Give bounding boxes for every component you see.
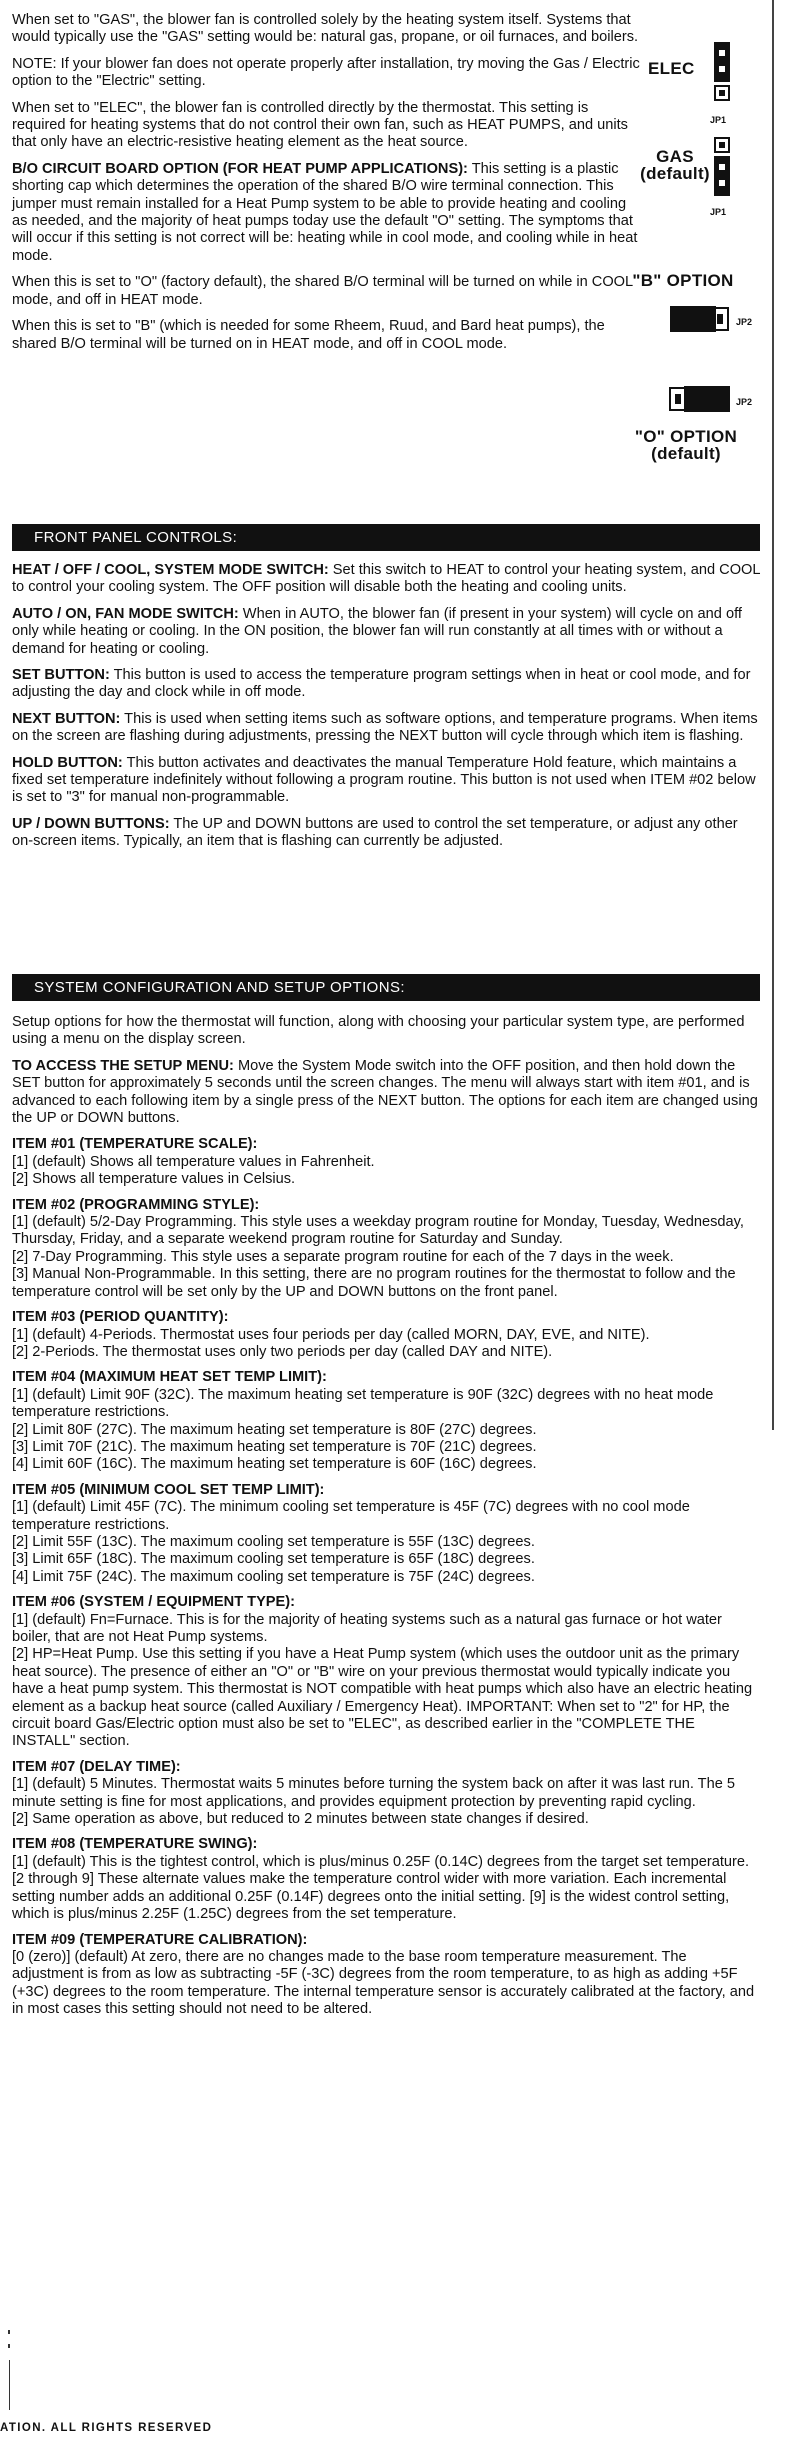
o-setting-paragraph: When this is set to "O" (factory default), the shared B/O terminal will be turned on while in COOL mode, and off in HEAT mode.	[12, 274, 633, 308]
gas-setting-paragraph: When set to "GAS", the blower fan is controlled solely by the heating system itself. Systems that would typically use the "GAS" setting would be: natural gas, propane, or oil furnaces, and boilers.	[12, 12, 639, 46]
setup-item-heading: ITEM #02 (PROGRAMMING STYLE):	[12, 1196, 260, 1213]
front-panel-item-head: UP / DOWN BUTTONS:	[12, 815, 170, 832]
front-panel-item-head: HOLD BUTTON:	[12, 754, 123, 771]
setup-item-option: [4] Limit 75F (24C). The maximum cooling set temperature is 75F (24C) degrees.	[12, 1568, 535, 1585]
bo-option-paragraph	[12, 161, 642, 265]
setup-intro: Setup options for how the thermostat will function, along with choosing your particular system type, are performed using a menu on the display screen.	[12, 1014, 745, 1048]
setup-item-option: [1] (default) 5/2-Day Programming. This style uses a weekday program routine for Monday, Tuesday, Wednesday, Thursday, Friday, and a separate weekend program routine for Saturday and Sunday.	[12, 1214, 744, 1248]
bo-option-body: This setting is a plastic shorting cap which determines the operation of the shared B/O wire terminal connection. This jumper must remain installed for a Heat Pump system to be able to provide heating and cooling as needed, and the majority of heat pumps today use the default "O" setting. The symptoms that will occur if this setting is not correct will be: heating while in cool mode, and cooling while in heat mode.	[12, 160, 638, 264]
setup-access-body: Move the System Mode switch into the OFF position, and then hold down the SET button for approximately 5 seconds until the screen changes. The menu will always start with item #01, and is advanced to each following item by a single press of the NEXT button. The options for each item are changed using the UP or DOWN buttons.	[12, 1057, 758, 1127]
setup-item-option: [1] (default) 5 Minutes. Thermostat waits 5 minutes before turning the system back on after it was last run. The 5 minute setting is fine for most applications, and provides equipment protection by preventing rapid cycling.	[12, 1776, 736, 1810]
setup-item-option: [2] HP=Heat Pump. Use this setting if you have a Heat Pump system (which uses the outdoor unit as the primary heat source). The presence of either an "O" or "B" wire on your previous thermostat would typically indicate you have a heat pump system. This thermostat is NOT compatible with heat pumps which also have an electric heating element as a backup heat source (called Auxiliary / Emergency Heat). IMPORTANT: When set to "2" for HP, the circuit board Gas/Electric option must also be set to "ELEC", as described earlier in the "COMPLETE THE INSTALL" section.	[12, 1646, 753, 1750]
setup-item-option: [2] 7-Day Programming. This style uses a separate program routine for each of the 7 days in the week.	[12, 1248, 674, 1265]
setup-item-option: [0 (zero)] (default) At zero, there are no changes made to the base room temperature measurement. The adjustment is from as low as subtracting -5F (-3C) degrees from the room temperature, to as high as adding +5F (+3C) degrees to the room temperature. The internal temperature sensor is accurately calibrated at the factory, and in most cases this setting should not need to be altered.	[12, 1948, 755, 2018]
setup-item-option: [1] (default) Limit 90F (32C). The maximum heating set temperature is 90F (32C) degrees with no heat mode temperature restrictions.	[12, 1386, 714, 1421]
setup-item-option: [1] (default) This is the tightest control, which is plus/minus 0.25F (0.14C) degrees from the target set temperature.	[12, 1853, 750, 1870]
setup-item-option: [1] (default) 4-Periods. Thermostat uses four periods per day (called MORN, DAY, EVE, and NITE).	[12, 1326, 650, 1343]
front-panel-item-body: When in AUTO, the blower fan (if present in your system) will cycle on and off only while heating or cooling. In the ON position, the blower fan will run constantly at all times with or without a demand for heating or cooling.	[12, 605, 742, 657]
jp1-elec-jumper-icon	[710, 40, 734, 108]
setup-section	[12, 1014, 760, 2027]
jp2-o-jumper-icon	[668, 382, 732, 416]
front-panel-item	[12, 562, 760, 597]
setup-item-option: [3] Manual Non-Programmable. In this setting, there are no program routines for the thermostat to follow and the temperature control will be set only by the UP and DOWN buttons on the front panel.	[12, 1266, 736, 1300]
setup-item-option: [2] Limit 80F (27C). The maximum heating set temperature is 80F (27C) degrees.	[12, 1421, 537, 1438]
gas-default-text: (default)	[640, 164, 710, 184]
bo-option-heading: B/O CIRCUIT BOARD OPTION (FOR HEAT PUMP APPLICATIONS):	[12, 160, 468, 177]
setup-item-heading: ITEM #06 (SYSTEM / EQUIPMENT TYPE):	[12, 1594, 295, 1611]
setup-item-option: [4] Limit 60F (16C). The maximum heating set temperature is 60F (16C) degrees.	[12, 1456, 537, 1473]
front-panel-item-body: This button activates and deactivates the manual Temperature Hold feature, which maintains a fixed set temperature indefinitely without following a program routine. This button is not used when ITEM #02 below is set to "3" for manual non-programmable.	[12, 754, 756, 806]
setup-item-08	[12, 1836, 760, 1923]
setup-item-heading: ITEM #05 (MINIMUM COOL SET TEMP LIMIT):	[12, 1481, 325, 1498]
o-default-text: (default)	[651, 444, 721, 464]
front-panel-item-body: The UP and DOWN buttons are used to control the set temperature, or adjust any other on-screen items. Typically, an item that is flashing can currently be adjusted.	[12, 815, 738, 850]
copyright-footer: ATION. ALL RIGHTS RESERVED	[0, 2422, 213, 2434]
jp2-label-bottom: JP2	[736, 397, 753, 407]
setup-item-01	[12, 1136, 760, 1188]
setup-item-option: [3] Limit 65F (18C). The maximum cooling set temperature is 65F (18C) degrees.	[12, 1551, 535, 1568]
elec-setting-paragraph: When set to "ELEC", the blower fan is controlled directly by the thermostat. This setting is required for heating systems that do not control their own fan, such as HEAT PUMPS, and units that only have an electric-resistive heating element as the heat source.	[12, 99, 628, 151]
front-panel-item-head: AUTO / ON, FAN MODE SWITCH:	[12, 605, 239, 622]
setup-item-option: [2] Shows all temperature values in Celsius.	[12, 1171, 296, 1188]
o-option-text: "O" OPTION	[634, 427, 738, 446]
setup-item-heading: ITEM #07 (DELAY TIME):	[12, 1758, 181, 1775]
setup-item-06	[12, 1594, 760, 1751]
front-panel-item-body: Set this switch to HEAT to control your heating system, and COOL to control your cooling system. The OFF position will disable both the heating and cooling units.	[12, 562, 760, 596]
setup-item-option: [1] (default) Shows all temperature values in Fahrenheit.	[12, 1153, 375, 1170]
setup-item-05	[12, 1482, 760, 1586]
front-panel-banner: FRONT PANEL CONTROLS:	[12, 524, 760, 551]
setup-item-heading: ITEM #08 (TEMPERATURE SWING):	[12, 1836, 258, 1853]
setup-item-04	[12, 1369, 760, 1473]
setup-item-option: [1] (default) Limit 45F (7C). The minimum cooling set temperature is 45F (7C) degrees with no cool mode temperature restrictions.	[12, 1499, 690, 1533]
b-option-label: "B" OPTION	[632, 271, 734, 290]
setup-item-option: [1] (default) Fn=Furnace. This is for the majority of heating systems such as a natural gas furnace or hot water boiler, that are not Heat Pump systems.	[12, 1611, 722, 1645]
b-setting-paragraph: When this is set to "B" (which is needed for some Rheem, Ruud, and Bard heat pumps), the shared B/O terminal will be turned on in HEAT mode, and off in COOL mode.	[12, 318, 605, 352]
setup-item-heading: ITEM #01 (TEMPERATURE SCALE):	[12, 1136, 258, 1153]
front-panel-item	[12, 755, 760, 807]
setup-item-option: [2] Same operation as above, but reduced to 2 minutes between state changes if desired.	[12, 1811, 589, 1828]
front-panel-item	[12, 816, 760, 851]
front-panel-item	[12, 711, 760, 746]
jp1-label-top: JP1	[710, 115, 727, 125]
front-panel-section	[12, 562, 760, 860]
scan-edge-marks-icon	[6, 2330, 14, 2420]
setup-banner: SYSTEM CONFIGURATION AND SETUP OPTIONS:	[12, 974, 760, 1001]
setup-item-option: [3] Limit 70F (21C). The maximum heating set temperature is 70F (21C) degrees.	[12, 1438, 537, 1455]
jp1-label-bottom: JP1	[710, 207, 727, 217]
intro-section	[12, 12, 642, 362]
setup-item-09	[12, 1932, 760, 2019]
front-panel-item-head: NEXT BUTTON:	[12, 710, 121, 727]
right-margin-rule	[772, 0, 774, 1430]
setup-access-head: TO ACCESS THE SETUP MENU:	[12, 1057, 234, 1074]
setup-item-option: [2 through 9] These alternate values make the temperature control wider with more variation. Each incremental setting number adds an additional 0.25F (0.14F) degrees onto the initial setting. [9] is the widest control setting, which is plus/minus 2.25F (1.25C) degrees from the set temperature.	[12, 1871, 730, 1923]
setup-item-heading: ITEM #04 (MAXIMUM HEAT SET TEMP LIMIT):	[12, 1369, 327, 1386]
o-option-label	[626, 428, 746, 463]
setup-item-option: [2] 2-Periods. The thermostat uses only two periods per day (called DAY and NITE).	[12, 1343, 553, 1360]
front-panel-item	[12, 606, 760, 658]
setup-item-heading: ITEM #03 (PERIOD QUANTITY):	[12, 1309, 229, 1326]
jp1-gas-jumper-icon	[710, 136, 734, 204]
setup-item-option: [2] Limit 55F (13C). The maximum cooling set temperature is 55F (13C) degrees.	[12, 1533, 535, 1550]
front-panel-item-body: This button is used to access the temperature program settings when in heat or cool mode, and for adjusting the day and clock while in off mode.	[12, 667, 751, 701]
gas-label-text: GAS	[656, 147, 694, 166]
jp2-label-top: JP2	[736, 317, 753, 327]
setup-item-03	[12, 1309, 760, 1361]
jp2-b-jumper-icon	[668, 302, 732, 336]
front-panel-item-head: HEAT / OFF / COOL, SYSTEM MODE SWITCH:	[12, 562, 329, 578]
setup-item-heading: ITEM #09 (TEMPERATURE CALIBRATION):	[12, 1931, 308, 1948]
gas-label	[640, 148, 710, 183]
front-panel-item-head: SET BUTTON:	[12, 667, 110, 684]
front-panel-item-body: This is used when setting items such as software options, and temperature programs. When items on the screen are flashing during adjustments, pressing the NEXT button will cycle through which item is flashing.	[12, 710, 758, 745]
setup-item-07	[12, 1759, 760, 1829]
setup-access-paragraph	[12, 1058, 760, 1128]
front-panel-item	[12, 667, 760, 702]
setup-item-02	[12, 1197, 760, 1301]
elec-label: ELEC	[648, 59, 695, 78]
note-paragraph: NOTE: If your blower fan does not operate properly after installation, try moving the Gas / Electric option to the "Electric" setting.	[12, 55, 640, 90]
